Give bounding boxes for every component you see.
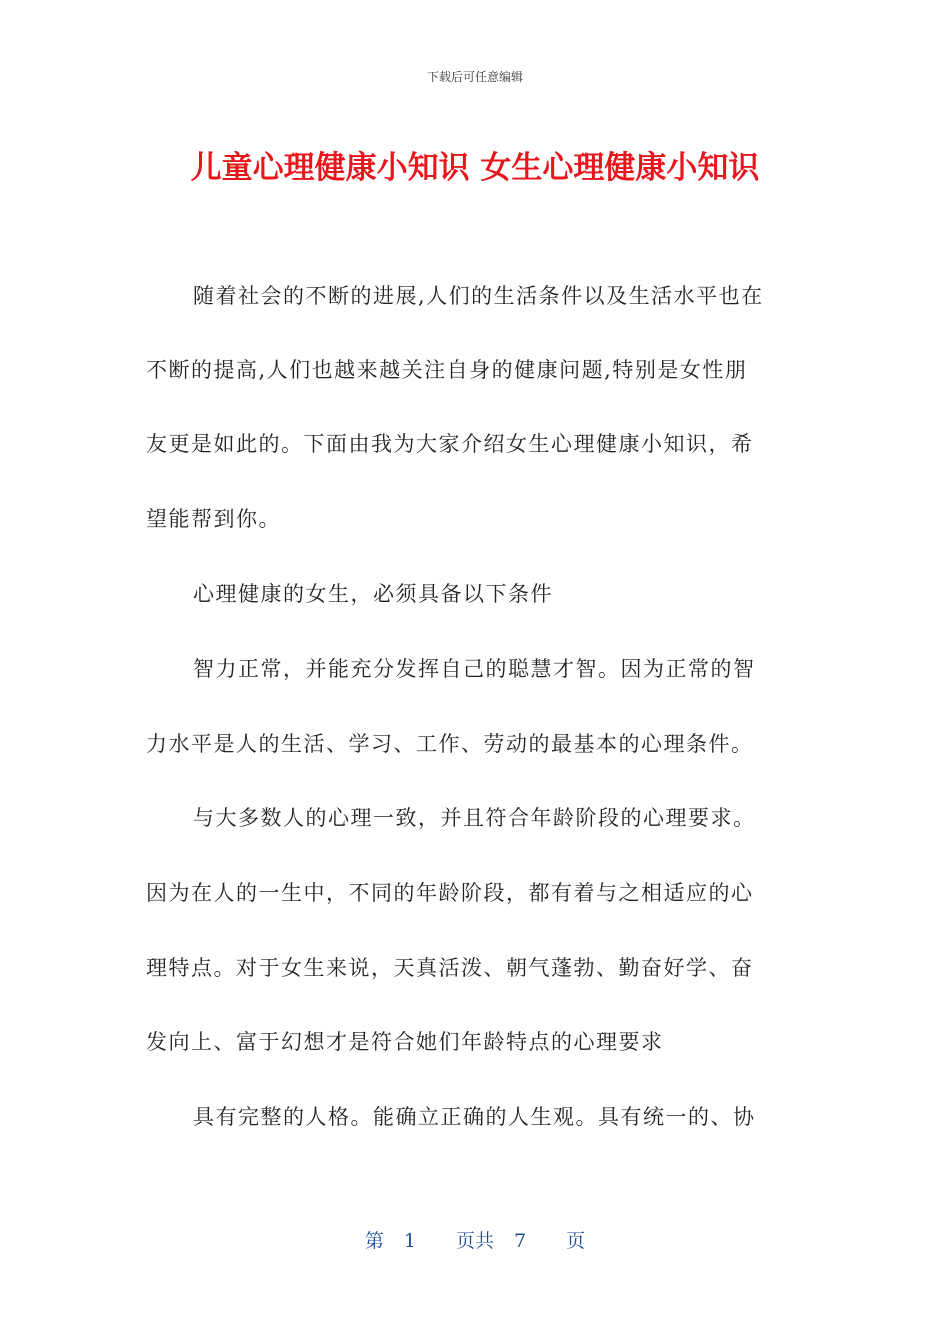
footer-total-pages: 7 (514, 1230, 527, 1252)
paragraph-line: 不断的提高,人们也越来越关注自身的健康问题,特别是女性朋 (146, 358, 748, 382)
paragraph-line: 因为在人的一生中，不同的年龄阶段，都有着与之相适应的心 (146, 881, 754, 905)
footer-suffix: 页 (566, 1230, 586, 1252)
paragraph-line: 发向上、富于幻想才是符合她们年龄特点的心理要求 (146, 1030, 664, 1054)
paragraph-line: 随着社会的不断的进展,人们的生活条件以及生活水平也在 (193, 284, 764, 308)
page-footer (0, 1226, 950, 1253)
paragraph-line: 与大多数人的心理一致，并且符合年龄阶段的心理要求。 (193, 806, 756, 830)
paragraph-line: 具有完整的人格。能确立正确的人生观。具有统一的、协 (193, 1105, 756, 1129)
paragraph-line: 望能帮到你。 (146, 507, 281, 531)
header-note: 下载后可任意编辑 (426, 70, 523, 84)
paragraph-line: 力水平是人的生活、学习、工作、劳动的最基本的心理条件。 (146, 732, 754, 756)
document-title: 儿童心理健康小知识 女生心理健康小知识 (190, 150, 760, 186)
paragraph-line: 友更是如此的。下面由我为大家介绍女生心理健康小知识，希 (146, 432, 754, 456)
footer-prefix: 第 (364, 1230, 384, 1252)
footer-middle: 页共 (455, 1230, 494, 1252)
footer-page-number: 1 (403, 1230, 416, 1252)
paragraph-line: 理特点。对于女生来说，天真活泼、朝气蓬勃、勤奋好学、奋 (146, 956, 754, 980)
section-heading: 心理健康的女生，必须具备以下条件 (193, 582, 553, 606)
paragraph-line: 智力正常，并能充分发挥自己的聪慧才智。因为正常的智 (193, 657, 756, 681)
